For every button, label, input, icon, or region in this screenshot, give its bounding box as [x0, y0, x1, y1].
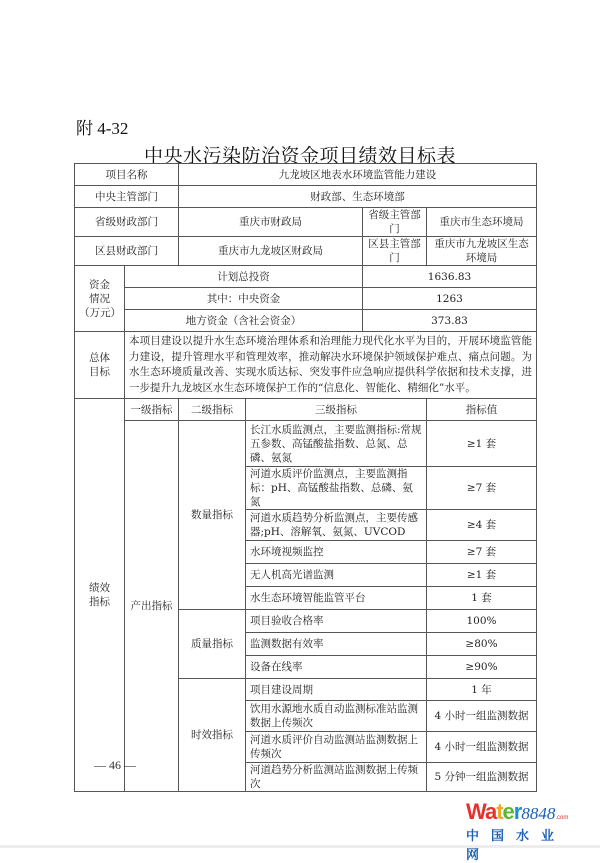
row-overall-goal — [75, 332, 537, 399]
county-finance-value: 重庆市九龙坡区财政局 — [179, 237, 363, 266]
funding-label-line: 资金 — [89, 278, 110, 291]
indicator-name: 饮用水源地水质自动监测标准站监测数据上传频次 — [246, 701, 427, 732]
header-level1: 一级指标 — [125, 399, 179, 421]
header-level3: 三级指标 — [246, 399, 427, 421]
prov-finance-value: 重庆市财政局 — [179, 208, 363, 237]
level2-quantity: 数量指标 — [179, 421, 246, 610]
row-county — [75, 237, 537, 266]
indicator-value: ≥1 套 — [427, 421, 537, 467]
row-central-dept — [75, 186, 537, 208]
prov-dept-label: 省级主管部门 — [363, 208, 427, 237]
indicator-name: 水生态环境智能监管平台 — [246, 587, 427, 610]
indicator-value: ≥7 套 — [427, 541, 537, 564]
county-dept-value: 重庆市九龙坡区生态环境局 — [427, 237, 537, 266]
indicator-value: ≥7 套 — [427, 467, 537, 510]
indicator-value: ≥1 套 — [427, 564, 537, 587]
indicator-value: 1 年 — [427, 679, 537, 701]
indicator-name: 河道趋势分析监测站监测数据上传频次 — [246, 763, 427, 792]
row-funding-total — [75, 266, 537, 288]
funding-label — [75, 266, 125, 332]
performance-table — [74, 163, 537, 792]
brand-letter: t — [496, 799, 503, 824]
indicator-name: 水环境视频监控 — [246, 541, 427, 564]
indicator-name: 无人机高光谱监测 — [246, 564, 427, 587]
indicator-name: 河道水质趋势分析监测点，主要传感器;pH、溶解氧、氨氮、UVCOD — [246, 510, 427, 541]
county-dept-label: 区县主管部门 — [363, 237, 427, 266]
indicator-value: ≥80% — [427, 633, 537, 656]
row-project-name — [75, 164, 537, 186]
indicator-name: 设备在线率 — [246, 656, 427, 679]
level2-quality: 质量指标 — [179, 610, 246, 679]
indicator-name: 长江水质监测点，主要监测指标:常规五参数、高锰酸盐指数、总氮、总磷、氨氮 — [246, 421, 427, 467]
indicator-name: 项目验收合格率 — [246, 610, 427, 633]
brand-number: 8848 — [521, 804, 556, 823]
indicator-value: 4 小时一组监测数据 — [427, 732, 537, 763]
funding-label-line: （万元） — [79, 306, 121, 319]
row-funding-local — [75, 310, 537, 332]
row-funding-central — [75, 288, 537, 310]
goal-label-line: 总体 — [89, 352, 110, 364]
central-dept-label: 中央主管部门 — [75, 186, 179, 208]
indicator-name: 项目建设周期 — [246, 679, 427, 701]
brand-letter: W — [466, 799, 485, 824]
goal-label-line: 目标 — [89, 366, 110, 378]
project-name-value: 九龙坡区地表水环境监管能力建设 — [179, 164, 537, 186]
page-title: 中央水污染防治资金项目绩效目标表 — [143, 145, 456, 167]
indicator-value: ≥4 套 — [427, 510, 537, 541]
funding-row-label: 地方资金（含社会资金） — [125, 310, 363, 332]
prov-finance-label: 省级财政部门 — [75, 208, 179, 237]
brand-letter: r — [513, 799, 522, 824]
header-level2: 二级指标 — [179, 399, 246, 421]
goal-text: 本项目建设以提升水生态环境治理体系和治理能力现代化水平为目的，开展环境监管能力建设，提升管理水平和管理效率，推动解决水环境保护领域保护难点、痛点问题。为水生态环境质量改善、实现水质达标、突发事件应急响应提供科学依据和技术支撑，进一步提升九龙坡区水生态环境保护工作的“信息化、智能化、精细化”水平。 — [125, 332, 537, 399]
row-provincial — [75, 208, 537, 237]
indicator-name: 监测数据有效率 — [246, 633, 427, 656]
watermark-logo — [466, 799, 590, 863]
brand-chinese: 中国水业网 — [466, 829, 567, 863]
funding-row-label: 计划总投资 — [125, 266, 363, 288]
funding-row-value: 373.83 — [363, 310, 537, 332]
page-number: — 46 — — [94, 758, 136, 772]
indicator-value: 5 分钟一组监测数据 — [427, 763, 537, 792]
level1-output: 产出指标 — [125, 421, 179, 792]
indicator-value: ≥90% — [427, 656, 537, 679]
central-dept-value: 财政部、生态环境部 — [179, 186, 537, 208]
brand-letter: e — [502, 799, 514, 824]
row-indicator-header — [75, 399, 537, 421]
level2-timeliness: 时效指标 — [179, 679, 246, 792]
indicator-value: 4 小时一组监测数据 — [427, 701, 537, 732]
goal-label — [75, 332, 125, 399]
indicator-row — [75, 421, 537, 467]
prov-dept-value: 重庆市生态环境局 — [427, 208, 537, 237]
funding-label-line: 情况 — [89, 292, 110, 305]
header-value: 指标值 — [427, 399, 537, 421]
indicators-label-line: 指标 — [89, 596, 110, 608]
funding-row-value: 1636.83 — [363, 266, 537, 288]
brand-suffix: .com — [555, 815, 569, 821]
appendix-label: 附 4-32 — [76, 119, 129, 138]
indicators-label — [75, 399, 125, 792]
indicators-label-line: 绩效 — [89, 582, 110, 594]
indicator-name: 河道水质评价自动监测站监测数据上传频次 — [246, 732, 427, 763]
indicator-name: 河道水质评价监测点，主要监测指标：pH、高锰酸盐指数、总磷、氨氮 — [246, 467, 427, 510]
project-name-label: 项目名称 — [75, 164, 179, 186]
funding-row-label: 其中：中央资金 — [125, 288, 363, 310]
county-finance-label: 区县财政部门 — [75, 237, 179, 266]
funding-row-value: 1263 — [363, 288, 537, 310]
indicator-value: 100% — [427, 610, 537, 633]
indicator-value: 1 套 — [427, 587, 537, 610]
brand-letter: a — [484, 799, 497, 824]
